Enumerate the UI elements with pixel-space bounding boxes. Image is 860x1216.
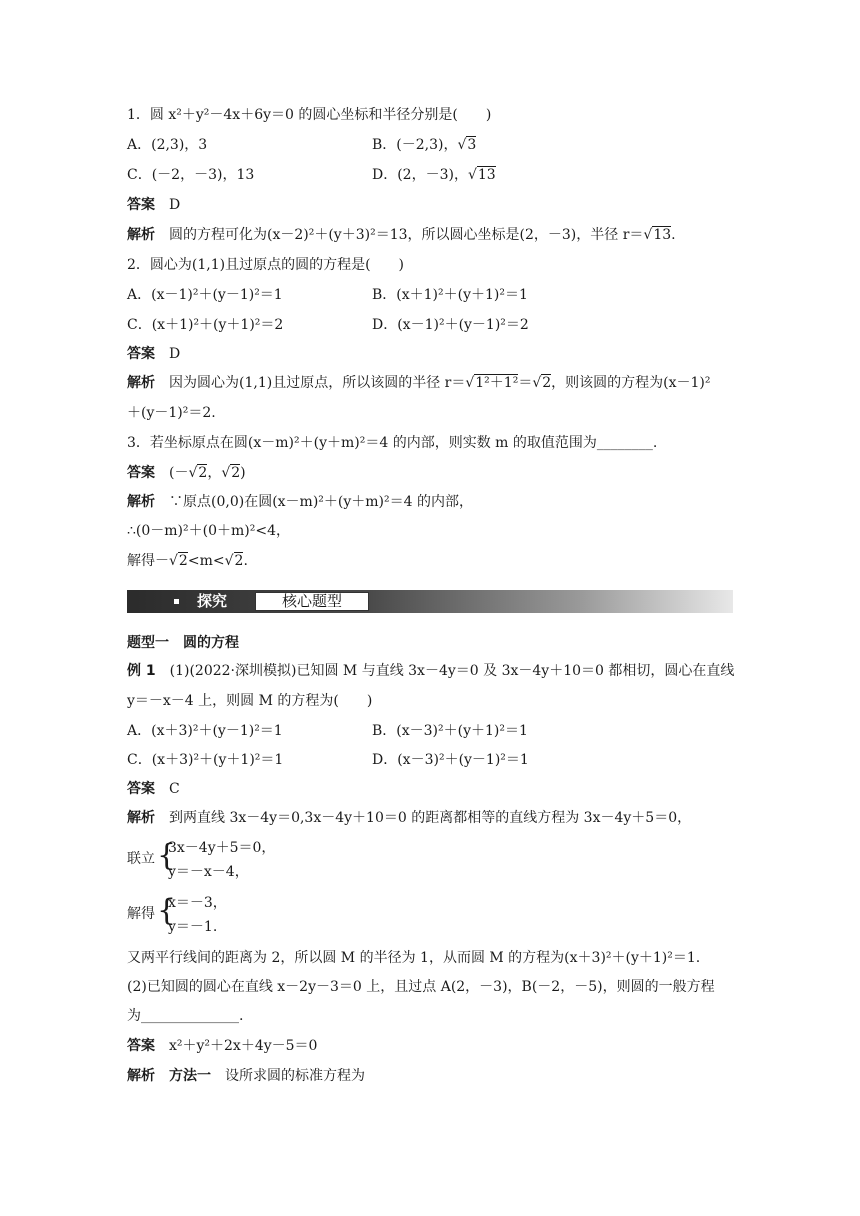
q2-option-a: A．(x－1)²＋(y－1)²＝1 [127,287,283,303]
example1-line1: 例 1 (1)(2022·深圳模拟)已知圆 M 与直线 3x－4y＝0 及 3x－4y＋10＝0 都相切，圆心在直线 [127,663,735,679]
example1-option-a: A．(x＋3)²＋(y－1)²＝1 [127,723,283,739]
q3-analysis-line2: ∴(0－m)²＋(0＋m)²<4， [127,523,290,539]
example1-part2-answer: 答案 x²＋y²＋2x＋4y－5＝0 [127,1038,318,1054]
q2-option-c: C．(x＋1)²＋(y＋1)²＝2 [127,317,284,333]
system2-label: 解得 [127,906,155,922]
system1-eq2: y＝－x－4， [168,864,249,880]
example1-part2-analysis: 解析 方法一 设所求圆的标准方程为 [127,1068,365,1084]
q3-analysis-line3: 解得－√2<m<√2. [127,553,248,569]
banner-right-label: 核心题型 [255,592,369,611]
q1-option-c: C．(－2，－3)，13 [127,167,255,183]
q2-option-b: B．(x＋1)²＋(y＋1)²＝1 [372,287,528,303]
example1-option-d: D．(x－3)²＋(y－1)²＝1 [372,752,529,768]
system2-eq1: x＝－3， [168,895,227,911]
q1-option-b: B．(－2,3)，√3 [372,137,477,153]
left-brace-icon: { [157,893,177,928]
example1-option-b: B．(x－3)²＋(y＋1)²＝1 [372,723,528,739]
example1-conclusion: 又两平行线间的距离为 2，所以圆 M 的半径为 1，从而圆 M 的方程为(x＋3)²＋(y＋1)²＝1. [127,950,701,966]
type1-heading: 题型一 圆的方程 [127,635,239,651]
q1-stem: 1．圆 x²＋y²－4x＋6y＝0 的圆心坐标和半径分别是( ) [127,107,492,123]
q1-analysis: 解析 圆的方程可化为(x－2)²＋(y＋3)²＝13，所以圆心坐标是(2，－3)，半径 r＝√13. [127,227,676,243]
system1-label: 联立 [127,851,155,867]
left-brace-icon: { [157,838,177,873]
example1-part2-line1: (2)已知圆的圆心在直线 x－2y－3＝0 上，且过点 A(2，－3)，B(－2，－5)，则圆的一般方程 [127,979,715,995]
q3-answer: 答案 (－√2，√2) [127,465,246,481]
square-bullet-icon [174,599,179,604]
q2-answer: 答案 D [127,346,181,362]
banner-left [127,592,255,610]
example1-line2: y＝－x－4 上，则圆 M 的方程为( ) [127,693,373,709]
example1-analysis: 解析 到两直线 3x－4y＝0,3x－4y＋10＝0 的距离都相等的直线方程为 3x－4y＋5＝0， [127,810,692,826]
q3-analysis: 解析 ∵原点(0,0)在圆(x－m)²＋(y＋m)²＝4 的内部， [127,494,473,510]
q2-option-d: D．(x－1)²＋(y－1)²＝2 [372,317,529,333]
example1-answer: 答案 C [127,781,180,797]
q3-stem: 3．若坐标原点在圆(x－m)²＋(y＋m)²＝4 的内部，则实数 m 的取值范围为________. [127,435,658,451]
q2-stem: 2．圆心为(1,1)且过原点的圆的方程是( ) [127,257,405,273]
section-banner [127,590,733,613]
q2-analysis-line2: ＋(y－1)²＝2. [127,405,216,421]
example1-part2-line2: 为______________. [127,1008,244,1024]
system2-eq2: y＝－1. [168,919,218,935]
banner-left-label: 探究 [197,592,228,610]
q1-option-a: A．(2,3)，3 [127,137,208,153]
example1-option-c: C．(x＋3)²＋(y＋1)²＝1 [127,752,284,768]
q1-option-d: D．(2，－3)，√13 [372,167,496,183]
system1-eq1: 3x－4y＋5＝0， [168,840,276,856]
q1-answer: 答案 D [127,197,181,213]
q2-analysis: 解析 因为圆心为(1,1)且过原点，所以该圆的半径 r＝√1²＋1²＝√2，则该圆的方程为(x－1)² [127,375,711,391]
